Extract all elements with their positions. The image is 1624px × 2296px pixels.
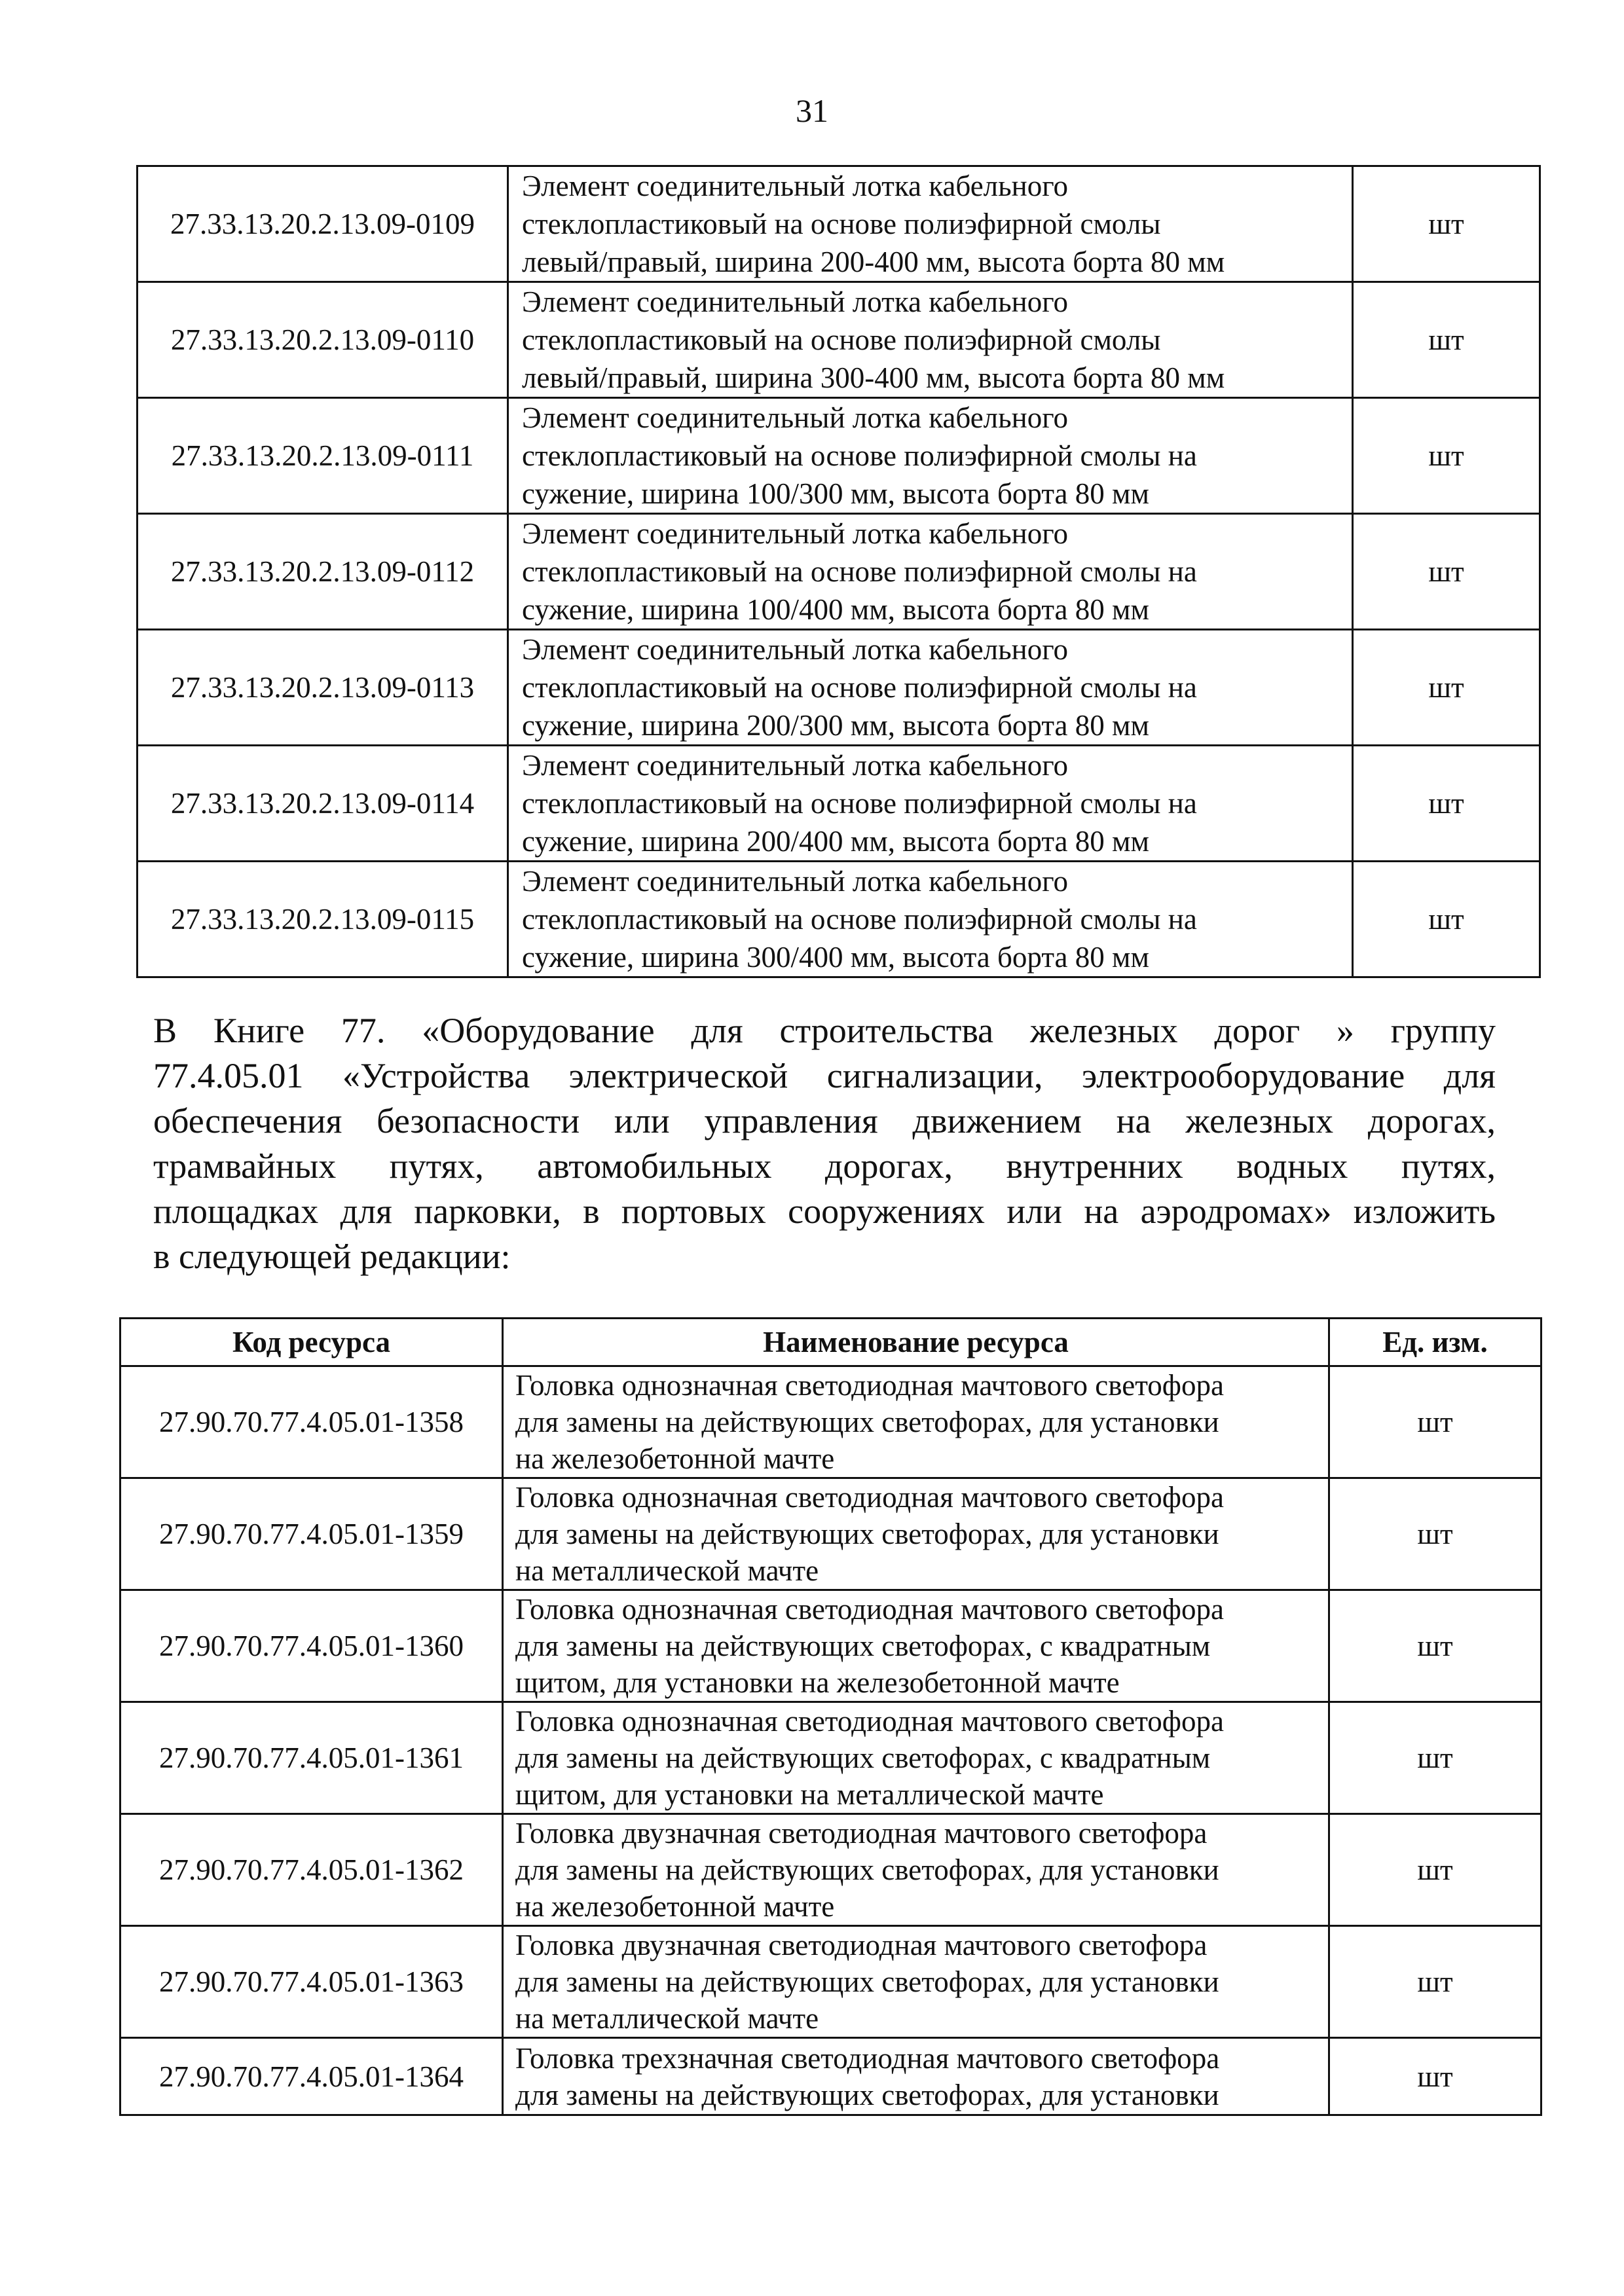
column-header-unit: Ед. изм. [1329,1319,1541,1366]
resource-code: 27.90.70.77.4.05.01-1358 [120,1366,503,1478]
resource-name: Элемент соединительный лотка кабельного стеклопластиковый на основе полиэфирной смолы левый/правый, ширина 200-400 мм, высота борта 80 мм [508,166,1353,282]
column-header-code: Код ресурса [120,1319,503,1366]
resource-name: Головка двузначная светодиодная мачтового светофора для замены на действующих светофорах, для установки на металлической мачте [503,1926,1329,2038]
table-row [120,2038,1541,2115]
resource-unit: шт [1353,282,1540,398]
table-row [120,1590,1541,1702]
resource-code: 27.90.70.77.4.05.01-1362 [120,1814,503,1926]
resource-name: Элемент соединительный лотка кабельного стеклопластиковый на основе полиэфирной смолы на сужение, ширина 300/400 мм, высота борта 80 мм [508,862,1353,977]
resource-name: Головка трехзначная светодиодная мачтового светофора для замены на действующих светофорах, для установки [503,2038,1329,2115]
paragraph-line: трамвайных путях, автомобильных дорогах, внутренних водных путях, [153,1146,1496,1186]
resource-name: Головка однозначная светодиодная мачтового светофора для замены на действующих светофорах, для установки на металлической мачте [503,1478,1329,1590]
resource-name: Головка однозначная светодиодная мачтового светофора для замены на действующих светофорах, с квадратным щитом, для установки на металлической мачте [503,1702,1329,1814]
resource-code: 27.33.13.20.2.13.09-0109 [138,166,508,282]
table-row [120,1926,1541,2038]
resource-code: 27.90.70.77.4.05.01-1359 [120,1478,503,1590]
resource-code: 27.33.13.20.2.13.09-0113 [138,630,508,746]
paragraph-line: обеспечения безопасности или управления движением на железных дорогах, [153,1101,1496,1140]
table-row [138,166,1540,282]
resource-code: 27.90.70.77.4.05.01-1364 [120,2038,503,2115]
resource-name: Элемент соединительный лотка кабельного стеклопластиковый на основе полиэфирной смолы на сужение, ширина 100/400 мм, высота борта 80 мм [508,514,1353,630]
resource-code: 27.90.70.77.4.05.01-1363 [120,1926,503,2038]
resource-name: Элемент соединительный лотка кабельного стеклопластиковый на основе полиэфирной смолы на сужение, ширина 100/300 мм, высота борта 80 мм [508,398,1353,514]
paragraph-line: 77.4.05.01 «Устройства электрической сигнализации, электрооборудование для [153,1056,1496,1095]
resource-unit: шт [1329,2038,1541,2115]
resource-unit: шт [1329,1814,1541,1926]
resource-name: Элемент соединительный лотка кабельного стеклопластиковый на основе полиэфирной смолы на сужение, ширина 200/400 мм, высота борта 80 мм [508,746,1353,862]
resource-code: 27.90.70.77.4.05.01-1360 [120,1590,503,1702]
table-row [138,282,1540,398]
resource-unit: шт [1353,630,1540,746]
resource-code: 27.33.13.20.2.13.09-0110 [138,282,508,398]
resource-unit: шт [1329,1590,1541,1702]
resource-code: 27.33.13.20.2.13.09-0111 [138,398,508,514]
resource-unit: шт [1329,1478,1541,1590]
resource-code: 27.90.70.77.4.05.01-1361 [120,1702,503,1814]
resource-code: 27.33.13.20.2.13.09-0112 [138,514,508,630]
resource-name: Головка двузначная светодиодная мачтового светофора для замены на действующих светофорах, для установки на железобетонной мачте [503,1814,1329,1926]
resource-code: 27.33.13.20.2.13.09-0115 [138,862,508,977]
paragraph-line: площадках для парковки, в портовых сооружениях или на аэродромах» изложить [153,1192,1496,1231]
table-row [120,1366,1541,1478]
table-row [138,862,1540,977]
table-row [138,514,1540,630]
table-row [120,1702,1541,1814]
resource-unit: шт [1329,1366,1541,1478]
resource-name: Головка однозначная светодиодная мачтового светофора для замены на действующих светофорах, с квадратным щитом, для установки на железобетонной мачте [503,1590,1329,1702]
table-row [138,746,1540,862]
table-row [120,1814,1541,1926]
resource-unit: шт [1353,166,1540,282]
paragraph-line: В Книге 77. «Оборудование для строительства железных дорог » группу [153,1011,1496,1050]
body-paragraph [153,1008,1496,1279]
page-number: 31 [796,92,828,129]
resource-code: 27.33.13.20.2.13.09-0114 [138,746,508,862]
resource-table-continued [136,165,1541,978]
resource-name: Элемент соединительный лотка кабельного стеклопластиковый на основе полиэфирной смолы левый/правый, ширина 300-400 мм, высота борта 80 мм [508,282,1353,398]
table-row [138,398,1540,514]
resource-unit: шт [1353,514,1540,630]
column-header-name: Наименование ресурса [503,1319,1329,1366]
resource-name: Элемент соединительный лотка кабельного стеклопластиковый на основе полиэфирной смолы на сужение, ширина 200/300 мм, высота борта 80 мм [508,630,1353,746]
resource-unit: шт [1329,1926,1541,2038]
table-row [120,1478,1541,1590]
resource-unit: шт [1329,1702,1541,1814]
table-row [138,630,1540,746]
resource-unit: шт [1353,862,1540,977]
table-header-row [120,1319,1541,1366]
resource-table [119,1317,1542,2116]
resource-unit: шт [1353,746,1540,862]
resource-name: Головка однозначная светодиодная мачтового светофора для замены на действующих светофорах, для установки на железобетонной мачте [503,1366,1329,1478]
paragraph-line: в следующей редакции: [153,1237,511,1276]
resource-unit: шт [1353,398,1540,514]
